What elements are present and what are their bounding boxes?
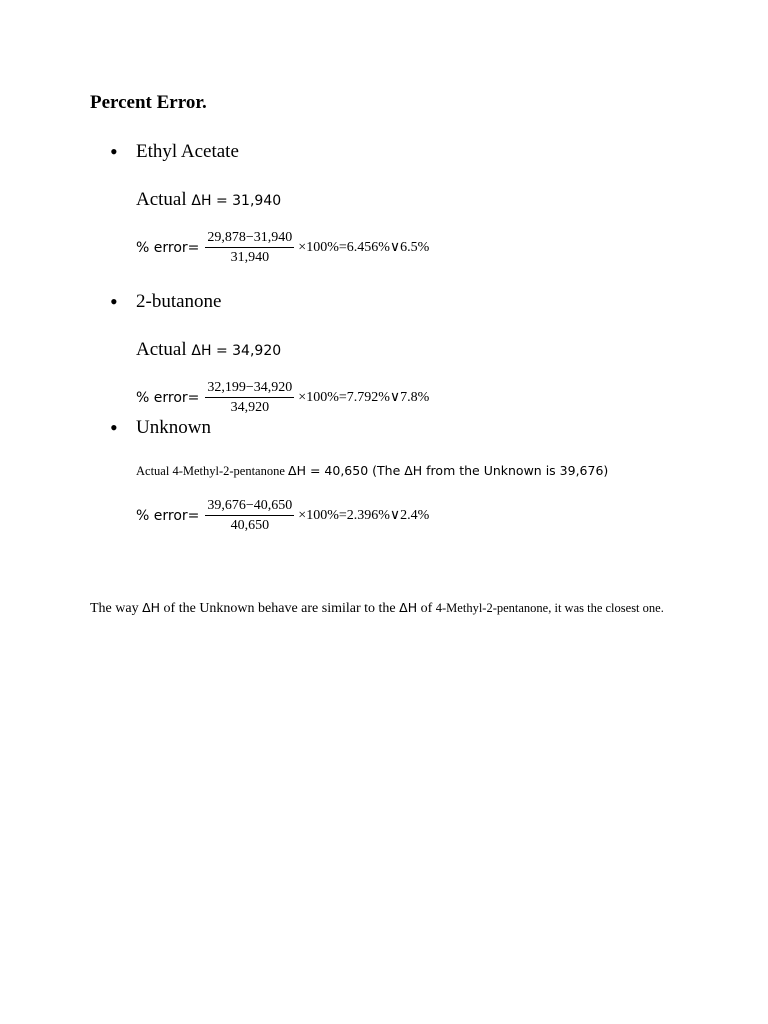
fraction-numerator: 39,676−40,650: [205, 497, 294, 516]
conclusion-text-1: The way: [90, 601, 139, 616]
item-label-2-butanone: 2-butanone: [136, 291, 222, 312]
actual-delta-h: ΔH = 34,920: [191, 343, 282, 359]
percent-error-formula-2-butanone: [136, 379, 429, 416]
conclusion-paragraph: [90, 600, 680, 617]
error-lead: % error=: [136, 239, 200, 256]
error-lead: % error=: [136, 507, 200, 524]
item-label-ethyl-acetate: Ethyl Acetate: [136, 141, 239, 162]
actual-word: Actual: [136, 189, 187, 210]
error-result: ×100%=7.792%∨7.8%: [298, 390, 430, 405]
fraction-numerator: 32,199−34,920: [205, 379, 294, 398]
section-heading: Percent Error.: [90, 92, 207, 113]
error-fraction: [205, 497, 294, 534]
error-fraction: [205, 229, 294, 266]
actual-line-2-butanone: [136, 339, 281, 361]
conclusion-delta-h-1: ΔH: [142, 600, 161, 615]
fraction-denominator: 34,920: [230, 400, 270, 415]
percent-error-formula-unknown: [136, 497, 429, 534]
conclusion-text-4: 4-Methyl-2-pentanone, it was the closest one.: [435, 601, 664, 615]
error-result: ×100%=6.456%∨6.5%: [298, 240, 430, 255]
actual-delta-h: ΔH = 31,940: [191, 193, 282, 209]
error-result: ×100%=2.396%∨2.4%: [298, 508, 430, 523]
conclusion-text-3: of: [420, 601, 433, 616]
actual-word: Actual: [136, 339, 187, 360]
actual-line-ethyl-acetate: [136, 189, 281, 211]
bullet-marker: •: [110, 139, 118, 164]
conclusion-text-2: of the Unknown behave are similar to the: [163, 601, 396, 616]
percent-error-formula-ethyl-acetate: [136, 229, 429, 266]
item-label-unknown: Unknown: [136, 417, 211, 438]
error-fraction: [205, 379, 294, 416]
fraction-denominator: 40,650: [230, 518, 270, 533]
actual-word: Actual 4-Methyl-2-pentanone: [136, 464, 285, 478]
actual-line-unknown: [136, 463, 608, 479]
bullet-marker: •: [110, 289, 118, 314]
actual-delta-h: ΔH = 40,650 (The ΔH from the Unknown is 39,676): [288, 463, 609, 478]
fraction-denominator: 31,940: [230, 250, 270, 265]
fraction-numerator: 29,878−31,940: [205, 229, 294, 248]
error-lead: % error=: [136, 389, 200, 406]
bullet-marker: •: [110, 415, 118, 440]
conclusion-delta-h-2: ΔH: [399, 600, 418, 615]
